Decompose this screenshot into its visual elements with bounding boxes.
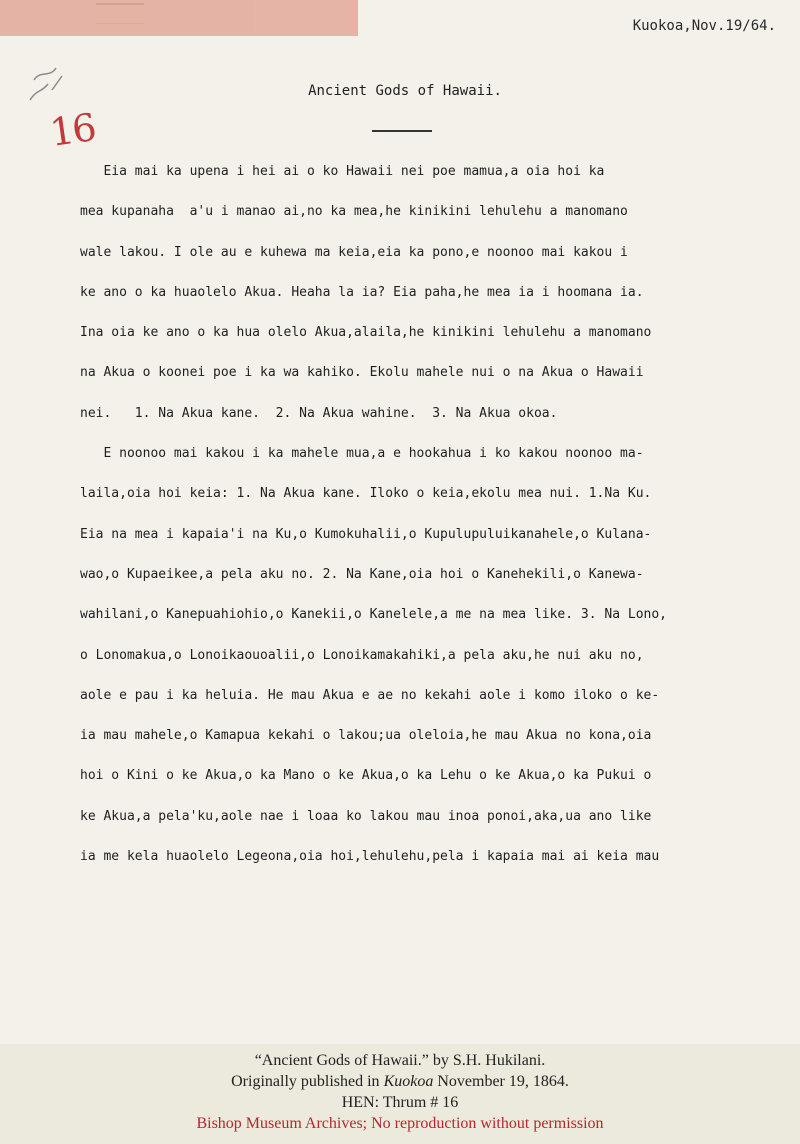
document-body [80,152,790,877]
body-line: ke Akua,a pela'ku,aole nae i loaa ko lakou mau inoa ponoi,aka,ua ano like [80,808,652,824]
tape-strip [0,0,358,36]
body-line: wahilani,o Kanepuahiohio,o Kanekii,o Kanelele,a me na mea like. 3. Na Lono, [80,607,667,623]
body-line: aole e pau i ka heluia. He mau Akua e ae no kekahi aole i komo iloko o ke- [80,687,660,703]
caption-reference-line: HEN: Thrum # 16 [341,1094,459,1111]
body-line: laila,oia hoi keia: 1. Na Akua kane. Iloko o keia,ekolu mea nui. 1.Na Ku. [80,486,652,502]
body-line: ia mau mahele,o Kamapua kekahi o lakou;ua oleloia,he mau Akua no kona,oia [80,728,652,744]
caption-newspaper-name: Kuokoa [383,1073,434,1090]
tape-mark [96,3,144,24]
body-line: ke ano o ka huaolelo Akua. Heaha la ia? Eia paha,he mea ia i hoomana ia. [80,284,644,300]
caption-rights-line: Bishop Museum Archives; No reproduction without permission [196,1115,604,1132]
dateline: Kuokoa,Nov.19/64. [632,18,776,34]
body-line: mea kupanaha a'u i manao ai,no ka mea,he kinikini lehulehu a manomano [80,204,628,220]
body-line: na Akua o koonei poe i ka wa kahiko. Ekolu mahele nui o na Akua o Hawaii [80,365,644,381]
caption-publication-line [0,1071,800,1092]
caption-title-line: “Ancient Gods of Hawaii.” by S.H. Hukilani. [254,1052,546,1069]
body-line: Eia mai ka upena i hei ai o ko Hawaii nei poe mamua,a oia hoi ka [80,164,605,179]
title-underline [372,130,432,132]
document-title: Ancient Gods of Hawaii. [308,83,502,99]
body-line: Ina oia ke ano o ka hua olelo Akua,alaila,he kinikini lehulehu a manomano [80,325,652,341]
body-line: o Lonomakua,o Lonoikaouoalii,o Lonoikamakahiki,a pela aku,he nui aku no, [80,647,644,663]
body-line: Eia na mea i kapaia'i na Ku,o Kumokuhalii,o Kupulupuluikanahele,o Kulana- [80,526,652,542]
body-line: hoi o Kini o ke Akua,o ka Mano o ke Akua,o ka Lehu o ke Akua,o ka Pukui o [80,768,652,784]
caption-publication-prefix: Originally published in [231,1073,384,1090]
body-line: ia me kela huaolelo Legeona,oia hoi,lehulehu,pela i kapaia mai ai keia mau [80,849,660,865]
body-line: E noonoo mai kakou i ka mahele mua,a e hookahua i ko kakou noonoo ma- [80,446,644,462]
body-line: nei. 1. Na Akua kane. 2. Na Akua wahine. 3. Na Akua okoa. [80,405,558,421]
caption-publication-date: November 19, 1864. [433,1073,569,1090]
body-line: wale lakou. I ole au e kuhewa ma keia,eia ka pono,e noonoo mai kakou i [80,244,628,260]
archive-caption [0,1044,800,1144]
body-line: wao,o Kupaeikee,a pela aku no. 2. Na Kane,oia hoi o Kanehekili,o Kanewa- [80,566,644,582]
handwritten-page-number: 16 [47,105,98,155]
